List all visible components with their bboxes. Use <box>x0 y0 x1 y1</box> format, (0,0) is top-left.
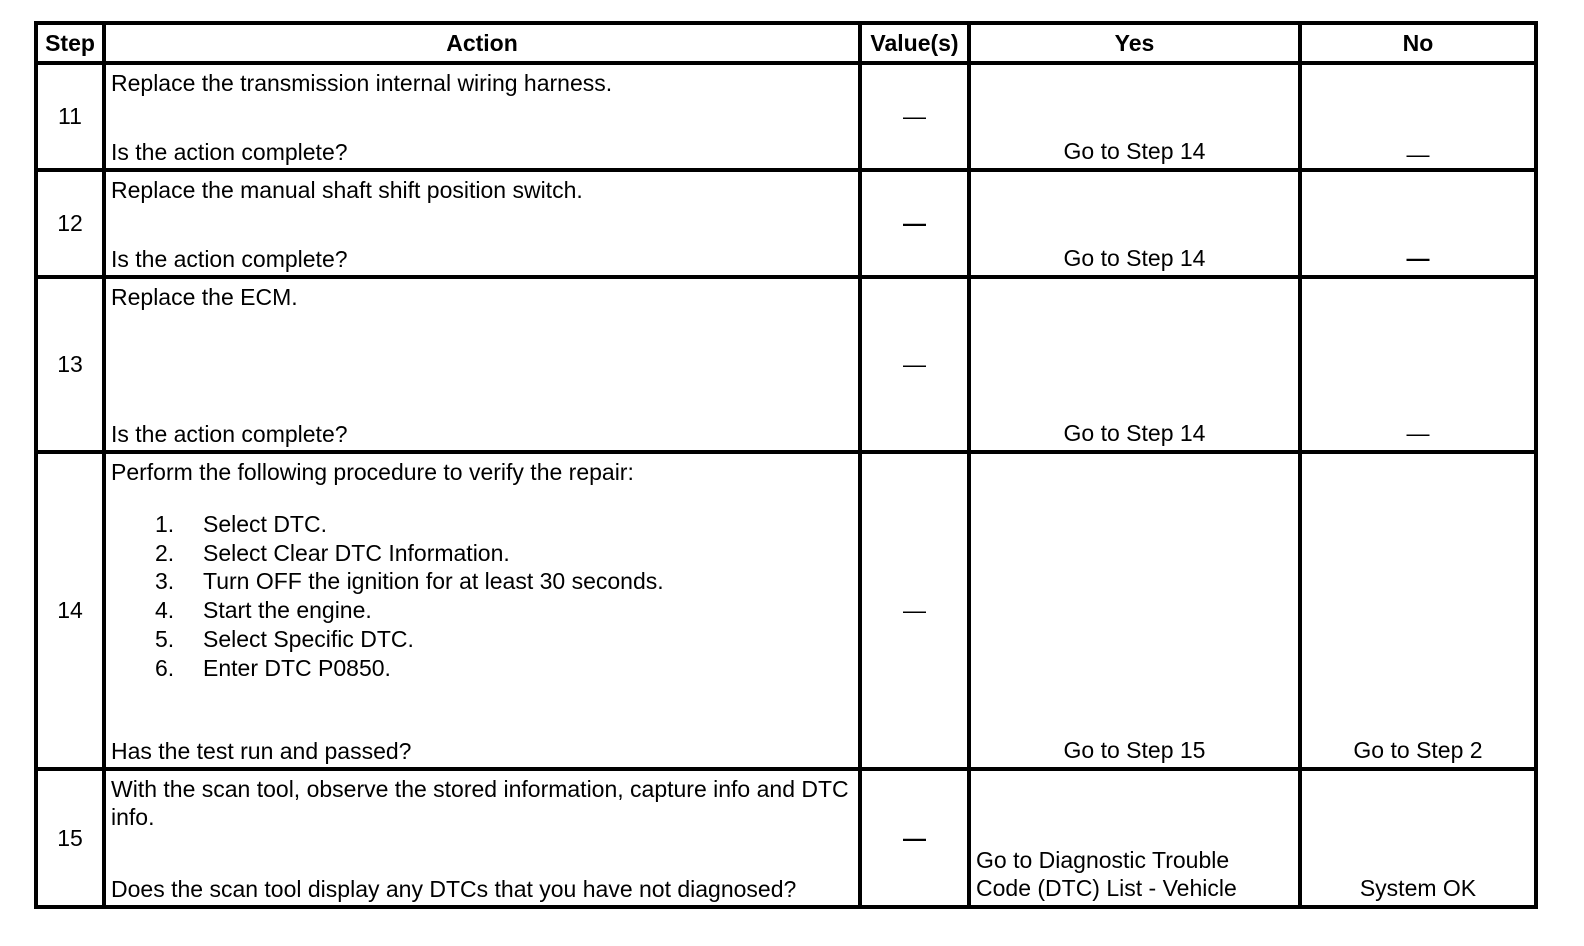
yes-cell <box>969 277 1300 452</box>
table-row <box>36 452 1536 769</box>
diagnostic-table <box>34 21 1538 909</box>
action-text: Replace the transmission internal wiring harness. <box>111 70 613 96</box>
yes-link[interactable]: Go to Step 15 <box>1063 737 1206 763</box>
list-text: Start the engine. <box>203 597 372 624</box>
header-row <box>36 23 1536 63</box>
table-row <box>36 170 1536 277</box>
procedure-list <box>111 510 852 682</box>
yes-cell <box>969 63 1300 170</box>
list-number: 4. <box>155 597 175 624</box>
value-cell <box>860 277 969 452</box>
step-number: 15 <box>36 769 104 907</box>
yes-link[interactable]: Go to Step 14 <box>1063 138 1206 164</box>
header-yes: Yes <box>969 23 1300 63</box>
no-cell <box>1300 769 1536 907</box>
list-text: Select Clear DTC Information. <box>203 539 510 566</box>
no-link[interactable]: Go to Step 2 <box>1353 737 1483 763</box>
header-action: Action <box>104 23 860 63</box>
no-text: — <box>1406 420 1430 446</box>
action-text: Replace the ECM. <box>111 284 298 310</box>
action-question: Is the action complete? <box>111 246 348 272</box>
yes-link[interactable]: Go to Step 14 <box>1063 420 1206 446</box>
table-row <box>36 277 1536 452</box>
value-cell <box>860 63 969 170</box>
list-text: Turn OFF the ignition for at least 30 seconds. <box>203 568 664 595</box>
action-cell <box>104 769 860 907</box>
value-text: — <box>903 103 926 129</box>
action-text: With the scan tool, observe the stored information, capture info and DTC info. <box>111 776 849 830</box>
no-text: — <box>1406 245 1430 271</box>
action-cell <box>104 452 860 769</box>
yes-link[interactable] <box>971 846 1298 905</box>
header-no: No <box>1300 23 1536 63</box>
list-item <box>111 625 852 654</box>
no-text: — <box>1406 141 1430 167</box>
header-values: Value(s) <box>860 23 969 63</box>
yes-cell <box>969 452 1300 769</box>
no-cell <box>1300 63 1536 170</box>
value-cell <box>860 170 969 277</box>
action-question: Has the test run and passed? <box>111 738 412 764</box>
no-cell <box>1300 170 1536 277</box>
value-cell <box>860 452 969 769</box>
yes-cell <box>969 170 1300 277</box>
list-item <box>111 539 852 568</box>
value-cell <box>860 769 969 907</box>
list-item <box>111 596 852 625</box>
no-text: System OK <box>1359 875 1477 901</box>
list-number: 3. <box>155 568 175 595</box>
list-item <box>111 654 852 683</box>
step-number: 11 <box>36 63 104 170</box>
value-text: — <box>903 210 926 236</box>
list-item <box>111 510 852 539</box>
action-text: Perform the following procedure to verify the repair: <box>111 459 634 485</box>
step-number: 14 <box>36 452 104 769</box>
action-question: Is the action complete? <box>111 139 348 165</box>
step-number: 12 <box>36 170 104 277</box>
table-row <box>36 63 1536 170</box>
list-number: 6. <box>155 654 175 681</box>
list-text: Enter DTC P0850. <box>203 654 391 681</box>
action-cell <box>104 277 860 452</box>
value-text: — <box>903 597 926 623</box>
action-cell <box>104 170 860 277</box>
no-cell <box>1300 277 1536 452</box>
list-item <box>111 567 852 596</box>
list-number: 1. <box>155 511 175 537</box>
value-text: — <box>903 824 926 851</box>
yes-link[interactable]: Go to Step 14 <box>1063 245 1206 271</box>
action-question: Does the scan tool display any DTCs that you have not diagnosed? <box>111 876 797 902</box>
table-row <box>36 769 1536 907</box>
step-number: 13 <box>36 277 104 452</box>
action-text: Replace the manual shaft shift position switch. <box>111 177 583 203</box>
list-text: Select DTC. <box>203 511 327 537</box>
yes-cell <box>969 769 1300 907</box>
list-number: 2. <box>155 539 175 566</box>
header-step: Step <box>36 23 104 63</box>
value-text: — <box>903 351 926 377</box>
yes-line-2: Code (DTC) List - Vehicle <box>976 875 1237 901</box>
yes-line-1: Go to Diagnostic Trouble <box>976 847 1230 873</box>
list-number: 5. <box>155 625 175 652</box>
action-cell <box>104 63 860 170</box>
action-question: Is the action complete? <box>111 421 348 447</box>
no-cell <box>1300 452 1536 769</box>
list-text: Select Specific DTC. <box>203 625 414 652</box>
